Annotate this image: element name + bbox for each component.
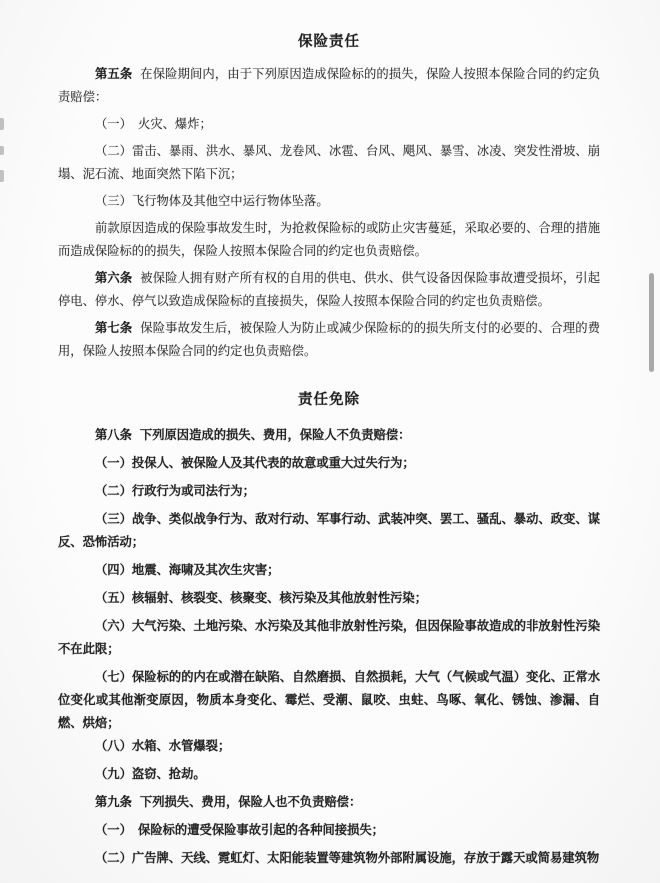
scan-artifact xyxy=(0,146,4,155)
list-item-text: （二）广告牌、天线、霓虹灯、太阳能装置等建筑物外部附属设施，存放于露天或简易建筑物 xyxy=(95,851,600,865)
clause-text: 在保险期间内，由于下列原因造成保险标的的损失，保险人按照本保险合同的约定负责赔偿： xyxy=(58,67,600,104)
clause-paragraph xyxy=(58,317,600,363)
list-item-text: （五）核辐射、核裂变、核聚变、核污染及其他放射性污染； xyxy=(95,591,428,605)
section-heading: 保险责任 xyxy=(298,34,360,50)
scan-artifact xyxy=(0,118,4,130)
list-item-text: （一） 火灾、爆炸； xyxy=(95,117,212,131)
clause-paragraph xyxy=(58,63,600,109)
list-item-text: （二）行政行为或司法行为； xyxy=(95,484,255,498)
scan-artifact xyxy=(0,170,4,182)
list-item-text: （三）飞行物体及其他空中运行物体坠落。 xyxy=(95,194,329,208)
list-item-text: （九）盗窃、抢劫。 xyxy=(95,767,206,781)
clause-number: 第九条 xyxy=(95,795,132,809)
clause-text: 下列原因造成的损失、费用，保险人不负责赔偿： xyxy=(139,428,411,442)
clause-text: 被保险人拥有财产所有权的自用的供电、供水、供气设备因保险事故遭受损坏，引起停电、停水、停气以致造成保险标的直接损失，保险人按照本保险合同的约定也负责赔偿。 xyxy=(58,271,600,308)
clause-number: 第八条 xyxy=(95,428,132,442)
list-item-text: （四）地震、海啸及其次生灾害； xyxy=(95,563,280,577)
clause-paragraph xyxy=(58,267,600,313)
clause-number: 第五条 xyxy=(95,67,133,81)
list-item-text: （二）雷击、暴雨、洪水、暴风、龙卷风、冰雹、台风、飓风、暴雪、冰凌、突发性滑坡、崩塌、泥石流、地面突然下陷下沉； xyxy=(58,144,600,181)
list-item-text: （一） 保险标的遭受保险事故引起的各种间接损失； xyxy=(95,823,384,837)
clause-number: 第六条 xyxy=(95,271,133,285)
list-item-text: （一）投保人、被保险人及其代表的故意或重大过失行为； xyxy=(95,456,415,470)
list-item-text: （六）大气污染、土地污染、水污染及其他非放射性污染，但因保险事故造成的非放射性污染不在此限； xyxy=(58,619,600,656)
section-insurance-liability xyxy=(58,31,600,363)
clause-paragraph: 前款原因造成的保险事故发生时，为抢救保险标的或防止灾害蔓延，采取必要的、合理的措施而造成保险标的的损失，保险人按照本保险合同的约定也负责赔偿。 xyxy=(58,221,600,258)
clause-paragraph xyxy=(58,791,600,814)
list-item-text: （七）保险标的的内在或潜在缺陷、自然磨损、自然损耗，大气（气候或气温）变化、正常水位变化或其他渐变原因，物质本身变化、霉烂、受潮、鼠咬、虫蛀、鸟啄、氧化、锈蚀、渗漏、自燃、烘焙； xyxy=(58,670,600,730)
clause-paragraph xyxy=(58,424,600,447)
list-item-text: （三）战争、类似战争行为、敌对行动、军事行动、武装冲突、罢工、骚乱、暴动、政变、谋反、恐怖活动； xyxy=(58,512,600,549)
scrollbar-thumb[interactable] xyxy=(649,273,654,372)
clause-text: 保险事故发生后，被保险人为防止或减少保险标的的损失所支付的必要的、合理的费用，保险人按照本保险合同的约定也负责赔偿。 xyxy=(58,321,600,358)
section-heading: 责任免除 xyxy=(298,392,360,408)
clause-text: 下列损失、费用，保险人也不负责赔偿： xyxy=(139,795,362,809)
contract-text-block xyxy=(58,0,600,875)
section-exclusions xyxy=(58,389,600,870)
clause-number: 第七条 xyxy=(95,321,133,335)
list-item-text: （八）水箱、水管爆裂； xyxy=(95,739,231,753)
